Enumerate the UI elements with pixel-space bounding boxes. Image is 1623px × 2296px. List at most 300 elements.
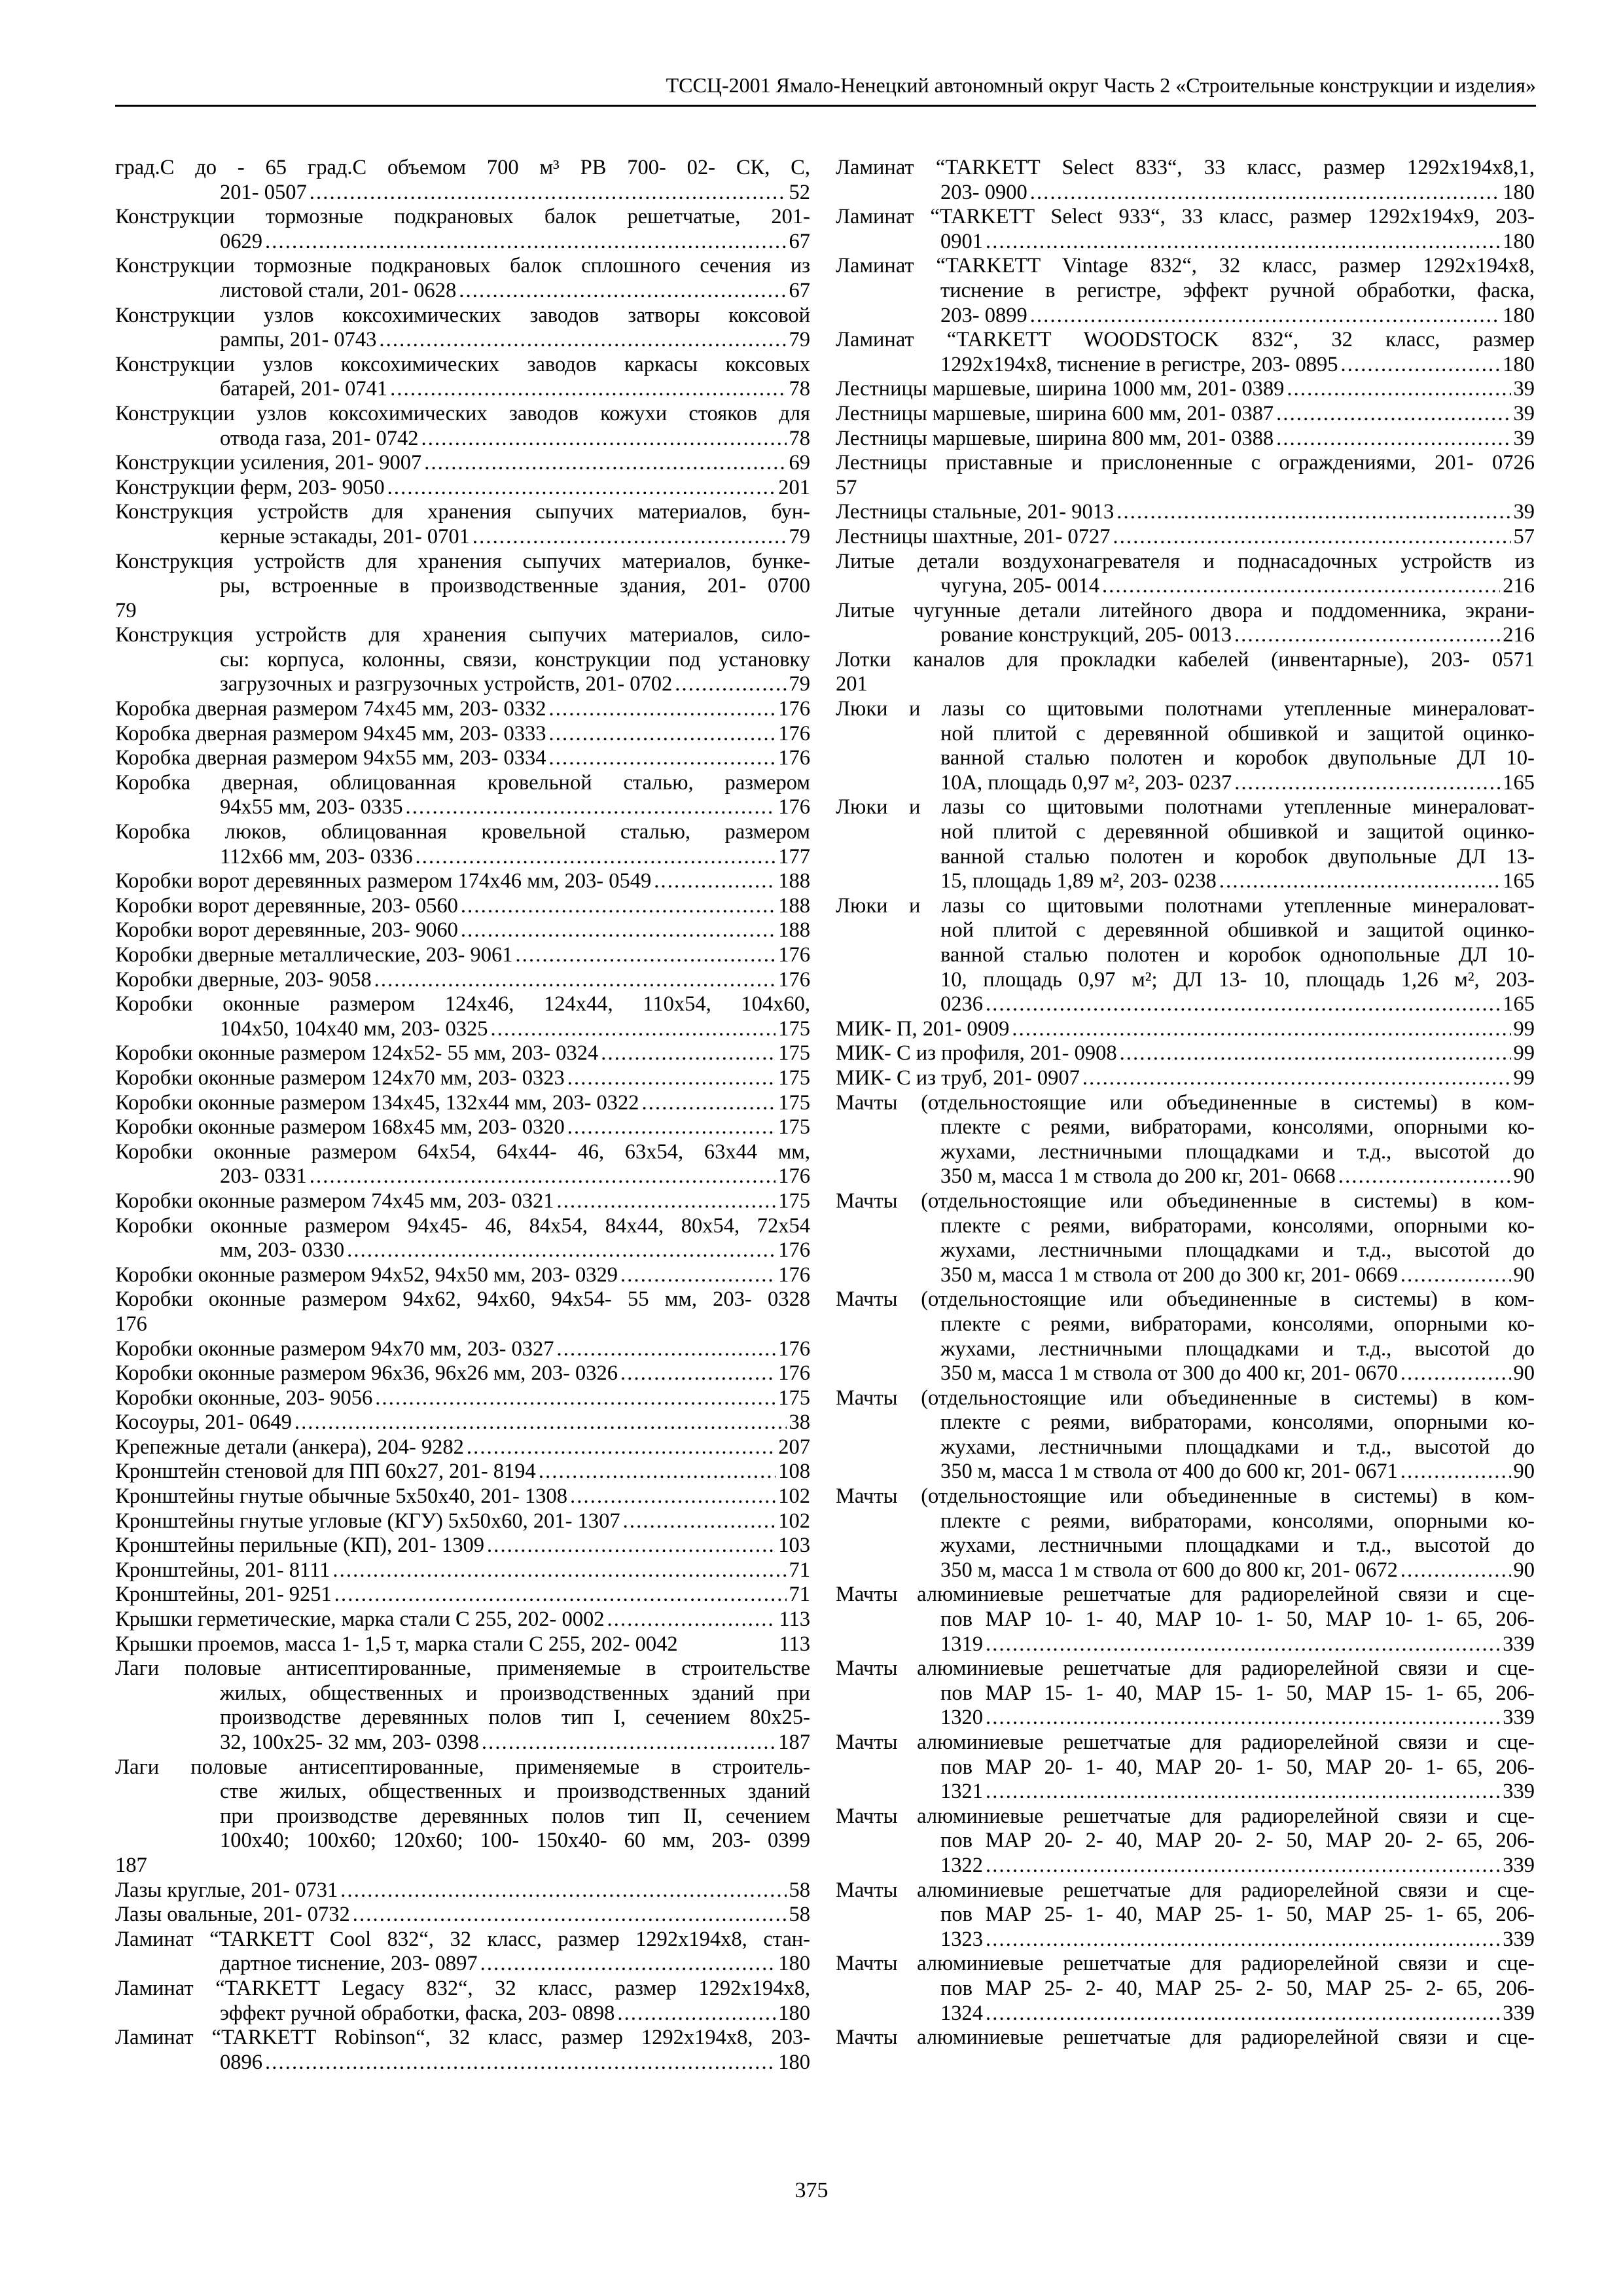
entry-page-ref: 180 bbox=[778, 2001, 810, 2025]
dot-leader bbox=[487, 1534, 776, 1558]
index-entry bbox=[115, 1041, 810, 1066]
entry-text-line: Коробка дверная, облицованная кровельной сталью, размером bbox=[115, 770, 810, 795]
entry-leader-line bbox=[115, 746, 810, 771]
index-entry bbox=[836, 1386, 1535, 1484]
entry-page-ref: 176 bbox=[778, 1263, 810, 1287]
entry-tail-text: Конструкции ферм, 203- 9050 bbox=[115, 475, 385, 499]
entry-text-line: Конструкции узлов коксохимических заводов кожухи стояков для bbox=[115, 401, 810, 425]
entry-leader-line bbox=[115, 1361, 810, 1386]
dot-leader bbox=[340, 1878, 786, 1903]
index-entry bbox=[836, 500, 1535, 525]
entry-leader-line bbox=[115, 1263, 810, 1288]
entry-leader-line bbox=[940, 181, 1535, 206]
dot-leader bbox=[467, 1435, 776, 1460]
index-entry bbox=[115, 1410, 810, 1435]
entry-text-line: Коробка люков, облицованная кровельной сталью, размером bbox=[115, 820, 810, 844]
entry-text-line: плекте с реями, вибраторами, консолями, опорными ко- bbox=[940, 1410, 1535, 1435]
entry-tail-text: 350 м, масса 1 м ствола от 200 до 300 кг, 201- 0669 bbox=[940, 1263, 1398, 1287]
entry-page-ref: 176 bbox=[778, 795, 810, 819]
entry-text-line: плекте с реями, вибраторами, консолями, опорными ко- bbox=[940, 1509, 1535, 1533]
entry-text-line: пов МАР 20- 1- 40, МАР 20- 1- 50, МАР 20- 1- 65, 206- bbox=[940, 1755, 1535, 1779]
dot-leader bbox=[1276, 402, 1510, 427]
index-entry bbox=[836, 1657, 1535, 1731]
index-entry bbox=[836, 254, 1535, 328]
entry-text-line: Люки и лазы со щитовыми полотнами утепленные минераловат- bbox=[836, 697, 1535, 721]
entry-page-ref: 175 bbox=[778, 1041, 810, 1066]
entry-page-ref: 175 bbox=[778, 1090, 810, 1115]
entry-text-line: стве жилых, общественных и производственных зданий bbox=[220, 1780, 810, 1804]
dot-leader bbox=[620, 1361, 776, 1386]
entry-page-ref: 113 bbox=[779, 1607, 810, 1632]
dot-leader bbox=[654, 869, 776, 894]
entry-text-line: Люки и лазы со щитовыми полотнами утепленные минераловат- bbox=[836, 795, 1535, 819]
index-entry bbox=[115, 771, 810, 820]
entry-tail-text: Коробка дверная размером 94х45 мм, 203- 0333 bbox=[115, 721, 546, 745]
entry-tail-text: Коробки ворот деревянные, 203- 0560 bbox=[115, 893, 458, 918]
entry-text-line: ной плитой с деревянной обшивкой и защитой оцинко- bbox=[940, 820, 1535, 844]
entry-page-ref: 180 bbox=[1503, 303, 1535, 327]
dot-leader bbox=[332, 1558, 786, 1583]
entry-page-ref: 79 bbox=[789, 524, 810, 548]
dot-leader bbox=[480, 1952, 776, 1977]
entry-page-ref: 90 bbox=[1513, 1361, 1535, 1386]
entry-leader-line bbox=[115, 1878, 810, 1903]
entry-page-ref: 188 bbox=[778, 893, 810, 918]
index-entry bbox=[836, 1017, 1535, 1042]
entry-tail-text: 1323 bbox=[940, 1927, 983, 1951]
entry-tail-text: Коробки ворот деревянные, 203- 9060 bbox=[115, 918, 458, 942]
dot-leader bbox=[617, 2001, 776, 2026]
entry-leader-line bbox=[115, 968, 810, 993]
dot-leader bbox=[334, 1583, 787, 1607]
index-entry bbox=[115, 1460, 810, 1484]
index-entry bbox=[115, 550, 810, 624]
entry-text-line: град.С до - 65 град.С объемом 700 м³ РВ 700- 02- СК, С, bbox=[115, 156, 810, 179]
entry-text-line: Лаги половые антисептированные, применяемые в строитель- bbox=[115, 1755, 810, 1779]
dot-leader bbox=[1012, 1017, 1510, 1042]
entry-page-ref: 39 bbox=[1513, 377, 1535, 401]
entry-text-line: Мачты алюминиевые решетчатые для радиорелейной связи и сце- bbox=[836, 1804, 1535, 1828]
entry-leader-line bbox=[115, 1115, 810, 1140]
entry-tail-text: 0236 bbox=[940, 992, 983, 1016]
entry-leader-line bbox=[115, 894, 810, 919]
entry-leader-line bbox=[940, 1263, 1535, 1288]
index-entry bbox=[115, 1189, 810, 1214]
entry-leader-line bbox=[115, 1337, 810, 1362]
entry-tail-text: Коробки оконные размером 96х36, 96х26 мм, 203- 0326 bbox=[115, 1361, 618, 1386]
index-entry bbox=[836, 1066, 1535, 1091]
entry-tail-text: рампы, 201- 0743 bbox=[220, 328, 377, 352]
entry-leader-line bbox=[940, 1780, 1535, 1804]
index-entry bbox=[836, 451, 1535, 500]
entry-page-ref: 339 bbox=[1503, 2001, 1535, 2025]
entry-tail-text: Коробки оконные размером 168х45 мм, 203- 0320 bbox=[115, 1115, 565, 1139]
entry-leader-line bbox=[220, 845, 810, 870]
entry-leader-line bbox=[220, 1238, 810, 1263]
dot-leader bbox=[424, 451, 786, 476]
entry-text-line: при производстве деревянных полов тип II, сечением bbox=[220, 1804, 810, 1828]
index-entry bbox=[836, 1041, 1535, 1066]
index-entry bbox=[115, 1435, 810, 1460]
entry-page-ref: 78 bbox=[789, 426, 810, 450]
entry-text-line: Литые детали воздухонагревателя и поднасадочных устройств из bbox=[836, 549, 1535, 573]
entry-text-line: тиснение в регистре, эффект ручной обработки, фаска, bbox=[940, 278, 1535, 302]
entry-page-ref: 103 bbox=[778, 1534, 810, 1558]
index-entry bbox=[115, 943, 810, 968]
entry-leader-line bbox=[940, 304, 1535, 329]
dot-leader bbox=[459, 279, 786, 304]
entry-text-line: Мачты (отдельностоящие или объединенные в системы) в ком- bbox=[836, 1386, 1535, 1410]
entry-page-ref: 99 bbox=[1513, 1016, 1535, 1041]
entry-tail-text: 15, площадь 1,89 м², 203- 0238 bbox=[940, 869, 1217, 893]
entry-page-ref: 102 bbox=[778, 1509, 810, 1533]
entry-leader-line bbox=[220, 1952, 810, 1977]
entry-leader-line bbox=[940, 1460, 1535, 1484]
entry-tail-text: Кронштейны, 201- 9251 bbox=[115, 1583, 332, 1607]
entry-leader-line bbox=[115, 1484, 810, 1509]
entry-tail-text: Коробки оконные размером 94х70 мм, 203- 0327 bbox=[115, 1336, 554, 1361]
entry-page-ref: 180 bbox=[1503, 180, 1535, 204]
entry-leader-line bbox=[115, 1509, 810, 1534]
index-entry bbox=[115, 1928, 810, 1977]
dot-leader bbox=[310, 181, 787, 206]
entry-tail-text: Коробки дверные металлические, 203- 9061 bbox=[115, 943, 513, 967]
entry-tail-text: 10А, площадь 0,97 м², 203- 0237 bbox=[940, 770, 1232, 795]
dot-leader bbox=[490, 1017, 776, 1042]
dot-leader bbox=[482, 1731, 776, 1755]
entry-text-line: Конструкция устройств для хранения сыпучих материалов, бун- bbox=[115, 500, 810, 524]
entry-tail-text: МИК- П, 201- 0909 bbox=[836, 1016, 1010, 1041]
entry-text-line: ной плитой с деревянной обшивкой и защитой оцинко- bbox=[940, 918, 1535, 942]
entry-tail-text: загрузочных и разгрузочных устройств, 201- 0702 bbox=[220, 672, 673, 696]
entry-tail-text: Лестницы маршевые, ширина 800 мм, 201- 0388 bbox=[836, 426, 1274, 450]
entry-leader-line bbox=[220, 279, 810, 304]
dot-leader bbox=[516, 943, 776, 968]
entry-text-line: Мачты (отдельностоящие или объединенные в системы) в ком- bbox=[836, 1287, 1535, 1312]
dot-leader bbox=[1338, 1164, 1511, 1189]
dot-leader bbox=[1082, 1066, 1511, 1091]
entry-page-ref: 216 bbox=[1503, 574, 1535, 598]
entry-page-ref: 165 bbox=[1503, 992, 1535, 1016]
entry-leader-line bbox=[220, 1164, 810, 1189]
entry-text-line: сы: корпуса, колонны, связи, конструкции под установку bbox=[220, 647, 810, 672]
entry-tail-text: Коробки оконные, 203- 9056 bbox=[115, 1386, 373, 1410]
entry-page-ref: 165 bbox=[1503, 770, 1535, 795]
page-number: 375 bbox=[794, 2178, 829, 2202]
index-entry bbox=[115, 992, 810, 1041]
entry-page-ref: 90 bbox=[1513, 1263, 1535, 1287]
entry-leader-line bbox=[940, 1854, 1535, 1878]
entry-text-line: пов МАР 25- 2- 40, МАР 25- 2- 50, МАР 25- 2- 65, 206- bbox=[940, 1976, 1535, 2000]
entry-tail-text: Коробка дверная размером 94х55 мм, 203- 0334 bbox=[115, 746, 546, 770]
dot-leader bbox=[1400, 1460, 1511, 1484]
index-entry bbox=[115, 1878, 810, 1903]
entry-text-line: ванной сталью полотен и коробок однопольные ДЛ 10- bbox=[940, 943, 1535, 967]
dot-leader bbox=[986, 1706, 1500, 1731]
entry-text-line: Ламинат “TARKETT WOODSTOCK 832“, 32 класс, размер bbox=[836, 328, 1535, 352]
entry-leader-line bbox=[940, 869, 1535, 894]
dot-leader bbox=[986, 1854, 1500, 1878]
entry-tail-text: эффект ручной обработки, фаска, 203- 0898 bbox=[220, 2001, 615, 2025]
index-entry bbox=[836, 427, 1535, 452]
entry-tail-text: мм, 203- 0330 bbox=[220, 1238, 345, 1263]
entry-page-ref: 188 bbox=[778, 918, 810, 942]
dot-leader bbox=[549, 722, 776, 747]
header-title: ТССЦ-2001 Ямало-Ненецкий автономный округ Часть 2 «Строительные конструкции и изделия» bbox=[666, 73, 1536, 97]
page-header bbox=[115, 72, 1536, 107]
entry-text-line: Мачты алюминиевые решетчатые для радиорелейной связи и сце- bbox=[836, 2026, 1535, 2050]
entry-page-ref: 175 bbox=[778, 1189, 810, 1213]
entry-tail-text: Лазы круглые, 201- 0731 bbox=[115, 1878, 338, 1902]
entry-page-ref: 175 bbox=[778, 1115, 810, 1139]
dot-leader bbox=[1102, 574, 1500, 599]
dot-leader bbox=[416, 845, 776, 870]
dot-leader bbox=[1030, 304, 1501, 329]
entry-text-line: 10, площадь 0,97 м²; ДЛ 13- 10, площадь 1,26 м², 203- bbox=[940, 967, 1535, 992]
entry-page-ref: 69 bbox=[789, 451, 810, 475]
entry-tail-text: Кронштейн стеновой для ПП 60х27, 201- 8194 bbox=[115, 1460, 536, 1484]
dot-leader bbox=[986, 230, 1500, 255]
entry-page-ref: 90 bbox=[1513, 1164, 1535, 1189]
entry-page-ref: 67 bbox=[789, 229, 810, 253]
index-entry bbox=[115, 894, 810, 919]
index-entry bbox=[115, 623, 810, 697]
dot-leader bbox=[567, 1115, 776, 1140]
index-entry bbox=[836, 1878, 1535, 1952]
entry-leader-line bbox=[115, 943, 810, 968]
entry-page-ref: 67 bbox=[789, 278, 810, 302]
entry-page-ref: 165 bbox=[1503, 869, 1535, 893]
entry-tail-text: Крепежные детали (анкера), 204- 9282 bbox=[115, 1435, 464, 1459]
index-entry bbox=[836, 1804, 1535, 1878]
entry-text-line: ванной сталью полотен и коробок двупольные ДЛ 13- bbox=[940, 844, 1535, 869]
entry-tail-text: Кронштейны, 201- 8111 bbox=[115, 1558, 330, 1582]
index-entry bbox=[115, 1337, 810, 1362]
index-entry bbox=[836, 377, 1535, 402]
entry-tail-text: 203- 0899 bbox=[940, 303, 1027, 327]
entry-page-ref: 175 bbox=[778, 1386, 810, 1410]
entry-text-line: Конструкции узлов коксохимических заводов затворы коксовой bbox=[115, 303, 810, 327]
entry-tail-text: Коробка дверная размером 74х45 мм, 203- 0332 bbox=[115, 697, 546, 721]
entry-tail-text: Конструкции усиления, 201- 9007 bbox=[115, 451, 422, 475]
index-entry bbox=[836, 402, 1535, 427]
entry-leader-line bbox=[940, 574, 1535, 599]
entry-page-ref: 176 bbox=[778, 943, 810, 967]
entry-leader-line bbox=[836, 1041, 1535, 1066]
index-column-right bbox=[836, 156, 1535, 2051]
entry-leader-line bbox=[115, 697, 810, 722]
entry-tail-text: 1292х194х8, тиснение в регистре, 203- 0895 bbox=[940, 352, 1338, 376]
entry-page-ref: 201 bbox=[836, 672, 868, 696]
entry-leader-line bbox=[115, 1041, 810, 1066]
entry-text-line: жухами, лестничными площадками и т.д., высотой до bbox=[940, 1238, 1535, 1263]
entry-text-line: Коробки оконные размером 94х45- 46, 84х54, 84х44, 80х54, 72х54 bbox=[115, 1213, 810, 1238]
entry-tail-text: 32, 100х25- 32 мм, 203- 0398 bbox=[220, 1731, 479, 1754]
dot-leader bbox=[473, 525, 787, 550]
index-entry bbox=[115, 1140, 810, 1189]
entry-leader-line bbox=[940, 771, 1535, 796]
entry-page-ref: 339 bbox=[1503, 1853, 1535, 1877]
entry-tail-text: 0629 bbox=[220, 229, 262, 253]
entry-page-ref: 71 bbox=[789, 1583, 810, 1607]
index-entry bbox=[115, 1115, 810, 1140]
entry-text-line: пов МАР 25- 1- 40, МАР 25- 1- 50, МАР 25- 1- 65, 206- bbox=[940, 1903, 1535, 1927]
dot-leader bbox=[642, 1091, 776, 1116]
entry-leader-line bbox=[220, 427, 810, 452]
entry-leader-line bbox=[115, 1460, 810, 1484]
index-entry bbox=[836, 599, 1535, 648]
entry-leader-line bbox=[115, 1066, 810, 1091]
entry-leader-line bbox=[115, 1903, 810, 1928]
entry-text-line: Мачты (отдельностоящие или объединенные в системы) в ком- bbox=[836, 1484, 1535, 1509]
entry-leader-line bbox=[836, 1017, 1535, 1042]
dot-leader bbox=[623, 1509, 776, 1534]
entry-page-ref: 339 bbox=[1503, 1927, 1535, 1951]
entry-page-ref: 180 bbox=[1503, 229, 1535, 253]
index-entry bbox=[836, 1731, 1535, 1804]
entry-tail-text: Коробки дверные, 203- 9058 bbox=[115, 967, 372, 992]
dot-leader bbox=[557, 1189, 776, 1214]
index-entry bbox=[836, 525, 1535, 550]
index-entry bbox=[115, 205, 810, 254]
dot-leader bbox=[1400, 1361, 1511, 1386]
entry-text-line: Лаги половые антисептированные, применяемые в строительстве bbox=[115, 1657, 810, 1681]
entry-text-line: пов МАР 15- 1- 40, МАР 15- 1- 50, МАР 15- 1- 65, 206- bbox=[940, 1681, 1535, 1705]
entry-tail-text: Крышки герметические, марка стали С 255, 202- 0002 bbox=[115, 1607, 605, 1632]
index-entry bbox=[836, 1189, 1535, 1287]
index-entry bbox=[836, 697, 1535, 795]
entry-tail-text: Коробки оконные размером 124х70 мм, 203- 0323 bbox=[115, 1066, 565, 1090]
index-entry bbox=[836, 1484, 1535, 1583]
entry-page-ref: 176 bbox=[778, 746, 810, 770]
index-entry bbox=[115, 869, 810, 894]
entry-page-ref: 339 bbox=[1503, 1706, 1535, 1730]
entry-page-ref: 52 bbox=[789, 180, 810, 204]
dot-leader bbox=[265, 2051, 776, 2075]
entry-text-line: Мачты (отдельностоящие или объединенные в системы) в ком- bbox=[836, 1090, 1535, 1115]
entry-page-ref: 176 bbox=[778, 967, 810, 992]
entry-text-line: плекте с реями, вибраторами, консолями, опорными ко- bbox=[940, 1115, 1535, 1139]
entry-tail-text: 1320 bbox=[940, 1706, 983, 1730]
entry-leader-line bbox=[836, 500, 1535, 525]
entry-page-ref: 79 bbox=[115, 598, 137, 622]
index-entry bbox=[836, 1952, 1535, 2026]
index-entry bbox=[115, 304, 810, 353]
entry-tail-text: Коробки оконные размером 124х52- 55 мм, 203- 0324 bbox=[115, 1041, 599, 1066]
entry-leader-line bbox=[836, 427, 1535, 452]
entry-tail-text: Лестницы маршевые, ширина 1000 мм, 201- 0389 bbox=[836, 377, 1285, 401]
entry-tail-text: Кронштейны перильные (КП), 201- 1309 bbox=[115, 1534, 484, 1558]
dot-leader bbox=[265, 230, 787, 255]
entry-text-line: пов МАР 20- 2- 40, МАР 20- 2- 50, МАР 20- 2- 65, 206- bbox=[940, 1829, 1535, 1853]
index-entry bbox=[115, 1214, 810, 1263]
dot-leader bbox=[374, 968, 776, 993]
entry-text-line: Лестницы приставные и прислоненные с ограждениями, 201- 0726 bbox=[836, 451, 1535, 475]
dot-leader bbox=[607, 1607, 776, 1632]
dot-leader bbox=[1276, 427, 1510, 452]
dot-leader bbox=[387, 476, 776, 501]
entry-tail-text: Лестницы маршевые, ширина 600 мм, 201- 0387 bbox=[836, 401, 1274, 425]
dot-leader bbox=[986, 992, 1500, 1017]
entry-page-ref: 71 bbox=[789, 1558, 810, 1582]
entry-text-line: Мачты алюминиевые решетчатые для радиорелейной связи и сце- bbox=[836, 1731, 1535, 1754]
entry-text-line: Конструкции тормозные подкрановых балок решетчатые, 201- bbox=[115, 205, 810, 229]
entry-page-ref: 78 bbox=[789, 377, 810, 401]
dot-leader bbox=[1219, 869, 1500, 894]
dot-leader bbox=[549, 697, 776, 722]
entry-leader-line bbox=[940, 1361, 1535, 1386]
entry-text-line: жухами, лестничными площадками и т.д., высотой до bbox=[940, 1139, 1535, 1164]
dot-leader bbox=[986, 1780, 1500, 1804]
entry-page-ref: 38 bbox=[789, 1410, 810, 1435]
entry-page-ref: 79 bbox=[789, 328, 810, 352]
entry-leader-line bbox=[220, 181, 810, 206]
dot-leader bbox=[549, 746, 776, 771]
dot-leader bbox=[353, 1903, 787, 1928]
index-entry bbox=[115, 1558, 810, 1583]
entry-tail-text: 94х55 мм, 203- 0335 bbox=[220, 795, 403, 819]
entry-page-ref: 39 bbox=[1513, 426, 1535, 450]
entry-tail-text: Лестницы шахтные, 201- 0727 bbox=[836, 524, 1111, 548]
dot-leader bbox=[347, 1238, 776, 1263]
entry-leader-line bbox=[940, 623, 1535, 648]
entry-tail-text: 1324 bbox=[940, 2001, 983, 2025]
index-entry bbox=[115, 746, 810, 771]
entry-tail-text: Лестницы стальные, 201- 9013 bbox=[836, 500, 1115, 524]
entry-text-line: Мачты алюминиевые решетчатые для радиорелейной связи и сце- bbox=[836, 1878, 1535, 1902]
dot-leader bbox=[539, 1460, 776, 1484]
entry-page-ref: 180 bbox=[778, 1952, 810, 1976]
dot-leader bbox=[461, 918, 776, 943]
dot-leader bbox=[986, 2001, 1500, 2026]
index-entry bbox=[836, 795, 1535, 893]
entry-page-ref: 58 bbox=[789, 1878, 810, 1902]
entry-leader-line bbox=[940, 2001, 1535, 2026]
entry-page-ref: 176 bbox=[778, 697, 810, 721]
entry-leader-line bbox=[220, 672, 810, 697]
entry-page-ref: 90 bbox=[1513, 1460, 1535, 1484]
entry-text-line: Лотки каналов для прокладки кабелей (инвентарные), 203- 0571 bbox=[836, 647, 1535, 672]
entry-tail-text: 0901 bbox=[940, 229, 983, 253]
entry-page-ref: 113 bbox=[779, 1632, 810, 1656]
entry-tail-text: 0896 bbox=[220, 2050, 262, 2074]
dot-leader bbox=[1287, 377, 1510, 402]
entry-leader-line bbox=[940, 353, 1535, 378]
entry-tail-text: Коробки ворот деревянных размером 174х46 мм, 203- 0549 bbox=[115, 869, 652, 893]
entry-tail-text: 350 м, масса 1 м ствола до 200 кг, 201- 0668 bbox=[940, 1164, 1336, 1189]
entry-leader-line bbox=[836, 525, 1535, 550]
index-entry bbox=[836, 2026, 1535, 2051]
index-entry bbox=[836, 205, 1535, 254]
entry-page-ref: 79 bbox=[789, 672, 810, 696]
entry-text-line: Мачты (отдельностоящие или объединенные в системы) в ком- bbox=[836, 1189, 1535, 1213]
entry-leader-line bbox=[115, 476, 810, 501]
entry-leader-line bbox=[115, 1435, 810, 1460]
entry-leader-line bbox=[115, 1607, 810, 1632]
index-entry bbox=[115, 2026, 810, 2075]
entry-page-ref: 176 bbox=[778, 1164, 810, 1189]
index-entry bbox=[836, 1583, 1535, 1657]
entry-tail-text: Кронштейны гнутые обычные 5х50х40, 201- 1308 bbox=[115, 1484, 567, 1509]
index-entry bbox=[836, 550, 1535, 599]
entry-page-ref: 188 bbox=[778, 869, 810, 893]
index-entry bbox=[115, 722, 810, 747]
entry-page-ref: 180 bbox=[1503, 352, 1535, 376]
entry-text-line: пов МАР 10- 1- 40, МАР 10- 1- 50, МАР 10- 1- 65, 206- bbox=[940, 1607, 1535, 1632]
dot-leader bbox=[570, 1484, 776, 1509]
entry-leader-line bbox=[940, 1558, 1535, 1583]
entry-text-line: 100х40; 100х60; 120х60; 100- 150х40- 60 мм, 203- 0399 bbox=[220, 1829, 810, 1853]
